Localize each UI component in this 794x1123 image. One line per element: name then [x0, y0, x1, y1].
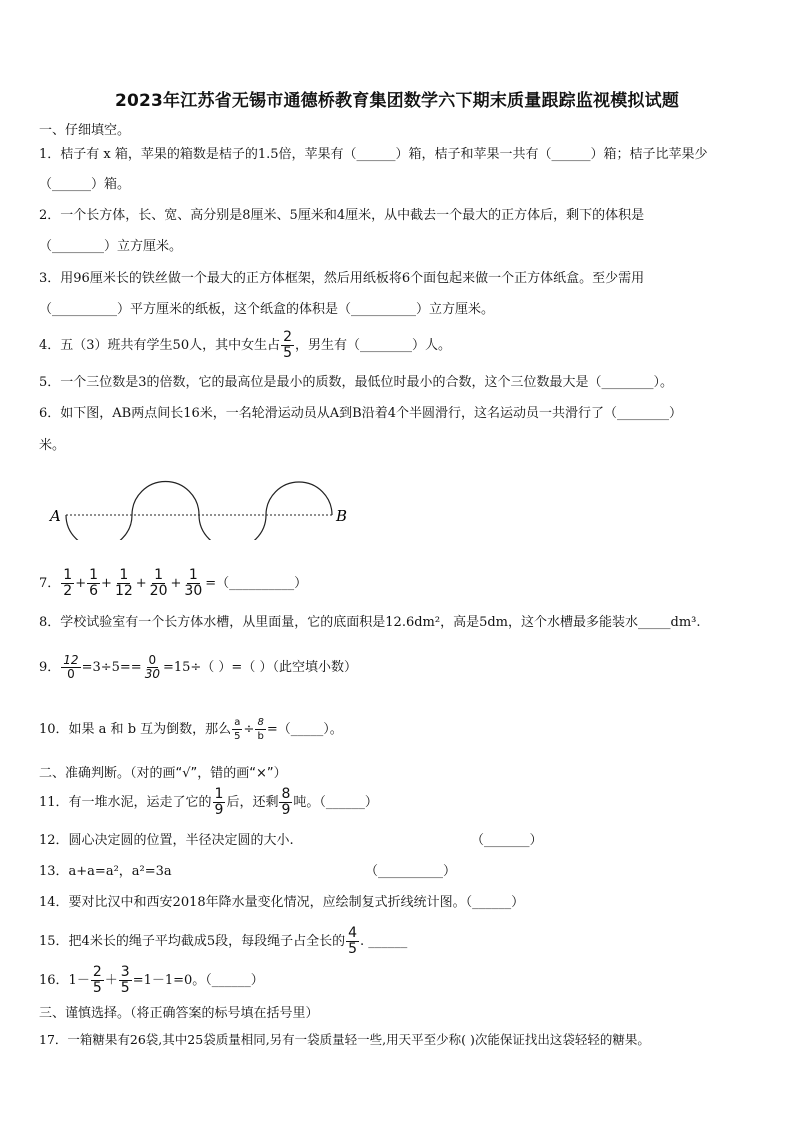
plus-sign: ＋ — [104, 973, 118, 988]
divide-sign: ÷ — [243, 722, 255, 737]
semicircle-1 — [66, 515, 132, 540]
page-title: 2023年江苏省无锡市通德桥教育集团数学六下期末质量跟踪监视模拟试题 — [114, 91, 680, 111]
question-11 — [39, 786, 756, 820]
fraction-denominator: 5 — [283, 345, 293, 361]
question-9 — [39, 650, 756, 686]
fraction-denominator: 5 — [120, 980, 130, 996]
question-16 — [39, 964, 756, 998]
fraction-denominator: 6 — [89, 583, 99, 599]
fraction-numerator: 12 — [63, 653, 79, 667]
fraction-numerator: a — [234, 717, 241, 728]
question-2-line-1: 2．一个长方体，长、宽、高分别是8厘米、5厘米和4厘米，从中截去一个最大的正方体后，剩下的体积是 — [39, 208, 645, 223]
question-15 — [39, 925, 756, 959]
fraction-numerator: 2 — [92, 964, 102, 980]
question-11-answer: 吨。（______） — [293, 795, 378, 810]
fraction-denominator: 20 — [149, 583, 168, 599]
question-6-line-1: 6．如下图，AB两点间长16米，一名轮滑运动员从A到B沿着4个半圆滑行，这名运动员一共滑行了（________） — [39, 406, 682, 421]
fraction — [232, 716, 242, 743]
fraction — [255, 716, 265, 743]
question-3-line-2: （__________）平方厘米的纸板，这个纸盒的体积是（__________）立方厘米。 — [39, 302, 495, 317]
question-8: 8．学校试验室有一个长方体水槽，从里面量，它的底面积是12.6dm²，高是5dm，这个水槽最多能装水_____dm³. — [39, 615, 701, 630]
fraction-numerator: 1 — [154, 567, 164, 583]
fraction-denominator: 2 — [63, 583, 73, 599]
point-a-label: A — [50, 507, 61, 525]
semicircle-track-figure — [40, 470, 370, 540]
fraction-numerator: 1 — [188, 567, 198, 583]
question-13-answer: （__________） — [365, 864, 457, 879]
question-11-mid: 后，还剩 — [226, 795, 279, 810]
question-5: 5．一个三位数是3的倍数，它的最高位是最小的质数，最低位时最小的合数，这个三位数最大是（________）。 — [39, 375, 674, 390]
question-16-answer: =1－1=0。（______） — [132, 973, 264, 988]
question-1-line-2: （______）箱。 — [39, 177, 131, 192]
fraction — [143, 654, 162, 681]
fraction — [346, 926, 359, 957]
fraction-denominator: 12 — [114, 583, 133, 599]
fraction — [148, 568, 170, 599]
fraction-denominator: 9 — [214, 802, 224, 818]
fraction-numerator: 3 — [120, 964, 130, 980]
fraction — [119, 965, 132, 996]
fraction — [213, 787, 226, 818]
question-7-answer: =（__________） — [205, 576, 308, 591]
question-16-text: 16．1－ — [39, 973, 90, 988]
fraction-denominator: 5 — [234, 731, 241, 742]
fraction-denominator: b — [257, 731, 264, 742]
semicircle-3 — [199, 515, 266, 540]
question-4-text-end: ，男生有（________）人。 — [295, 338, 452, 353]
question-15-answer: . ______ — [360, 934, 408, 949]
fraction-numerator: 2 — [283, 329, 293, 345]
question-10-text: 10．如果 a 和 b 互为倒数，那么 — [39, 722, 232, 737]
fraction-denominator: 30 — [184, 583, 203, 599]
question-13-text: 13．a+a=a²，a²=3a — [39, 864, 172, 879]
section-heading-fill: 一、仔细填空。 — [39, 123, 131, 138]
fraction — [87, 568, 100, 599]
semicircle-4 — [266, 482, 332, 515]
question-9-mid: =3÷5== — [81, 660, 142, 675]
question-4-text: 4．五（3）班共有学生50人，其中女生占 — [39, 338, 281, 353]
plus-sign: + — [75, 576, 87, 591]
fraction — [61, 654, 80, 681]
fraction-numerator: 1 — [214, 786, 224, 802]
question-4 — [39, 330, 756, 362]
question-11-text: 11．有一堆水泥，运走了它的 — [39, 795, 212, 810]
fraction-denominator: 5 — [92, 980, 102, 996]
question-6-line-2: 米。 — [39, 438, 66, 453]
question-10-answer: =（_____）。 — [266, 722, 343, 737]
fraction — [113, 568, 135, 599]
question-10 — [39, 712, 756, 748]
question-9-end: =15÷（ ）=（ ）（此空填小数） — [162, 660, 357, 675]
fraction — [182, 568, 204, 599]
point-b-label: B — [336, 507, 348, 525]
fraction-denominator: 9 — [281, 802, 291, 818]
plus-sign: + — [101, 576, 112, 591]
question-7-number: 7． — [39, 576, 61, 591]
question-13 — [39, 863, 756, 881]
fraction — [61, 568, 74, 599]
fraction-denominator: 5 — [348, 941, 358, 957]
fraction-numerator: 1 — [63, 567, 73, 583]
plus-sign: + — [170, 576, 182, 591]
fraction-numerator: 4 — [348, 925, 358, 941]
question-1-line-1: 1．桔子有 x 箱，苹果的箱数是桔子的1.5倍，苹果有（______）箱，桔子和苹果一共有（______）箱；桔子比苹果少 — [39, 147, 708, 162]
fraction-denominator: 30 — [144, 667, 160, 681]
question-3-line-1: 3．用96厘米长的铁丝做一个最大的正方体框架，然后用纸板将6个面包起来做一个正方体纸盒。至少需用 — [39, 271, 645, 286]
question-12-text: 12．圆心决定圆的位置，半径决定圆的大小. — [39, 833, 294, 848]
section-heading-choice: 三、谨慎选择。（将正确答案的标号填在括号里） — [39, 1006, 319, 1021]
question-14: 14．要对比汉中和西安2018年降水量变化情况，应绘制复式折线统计图。（______） — [39, 895, 525, 910]
question-7 — [39, 567, 756, 601]
fraction-numerator: 0 — [148, 653, 157, 667]
fraction-numerator: 1 — [89, 567, 99, 583]
fraction-numerator: 8 — [257, 717, 264, 728]
fraction-denominator: 0 — [67, 667, 75, 681]
question-17: 17．一箱糖果有26袋,其中25袋质量相同,另有一袋质量轻一些,用天平至少称( )次能保证找出这袋轻轻的糖果。 — [39, 1032, 650, 1047]
semicircle-2 — [132, 482, 199, 516]
fraction — [279, 787, 292, 818]
question-9-number: 9． — [39, 660, 61, 675]
question-12 — [39, 832, 756, 850]
fraction-numerator: 8 — [281, 786, 291, 802]
section-heading-judge: 二、准确判断。（对的画“√”，错的画“×”） — [39, 766, 287, 781]
plus-sign: + — [135, 576, 147, 591]
fraction — [91, 965, 104, 996]
fraction — [281, 330, 294, 361]
question-7-fractions — [60, 567, 205, 599]
fraction-numerator: 1 — [119, 567, 129, 583]
question-15-text: 15．把4米长的绳子平均截成5段，每段绳子占全长的 — [39, 934, 346, 949]
question-12-answer: （_______） — [471, 833, 543, 848]
question-2-line-2: （________）立方厘米。 — [39, 239, 183, 254]
